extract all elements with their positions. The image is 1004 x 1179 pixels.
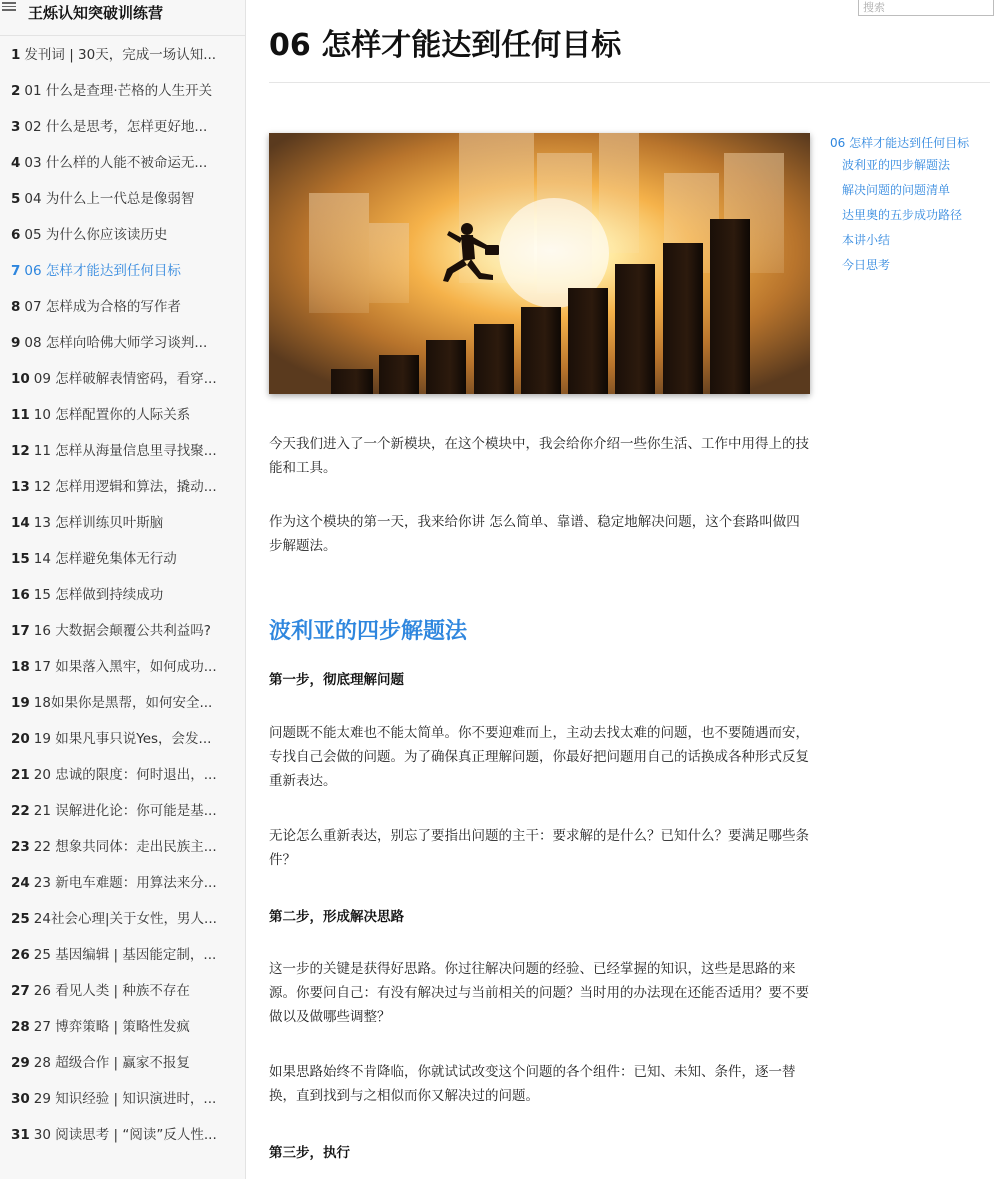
sidebar-item[interactable] (0, 907, 231, 943)
sidebar-item-number: 3 (11, 119, 21, 135)
sidebar-item-label: 12 怎样用逻辑和算法，撬动... (33, 479, 217, 495)
chapter-list (0, 43, 245, 1159)
step-heading: 第三步，执行 (269, 1145, 350, 1161)
sidebar-item-number: 23 (11, 839, 30, 855)
menu-icon[interactable] (2, 0, 16, 14)
sidebar-item-number: 30 (11, 1091, 30, 1107)
sidebar-item[interactable] (0, 547, 231, 583)
sidebar-item[interactable] (0, 727, 231, 763)
sidebar-item-number: 18 (11, 659, 30, 675)
toc-item[interactable]: 波利亚的四步解题法 (842, 158, 951, 172)
paragraph: 如果思路始终不肯降临，你就试试改变这个问题的各个组件：已知、未知、条件，逐一替换，直到找到与之相似而你又解决过的问题。 (269, 1064, 796, 1104)
sidebar-item[interactable] (0, 691, 231, 727)
step-heading: 第二步，形成解决思路 (269, 909, 404, 925)
sidebar-item-label: 24社会心理|关于女性，男人... (33, 911, 217, 927)
sidebar-item[interactable] (0, 1051, 231, 1087)
sidebar-item[interactable] (0, 79, 231, 115)
toc-item[interactable]: 达里奥的五步成功路径 (842, 208, 963, 222)
hero-illustration (269, 133, 810, 394)
paragraph: 这一步的关键是获得好思路。你过往解决问题的经验、已经掌握的知识，这些是思路的来源。你要问自己：有没有解决过与当前相关的问题？当时用的办法现在还能否适用？要不要做以及做哪些调整？ (269, 961, 809, 1025)
sidebar-item[interactable] (0, 583, 231, 619)
sidebar-item-label: 07 怎样成为合格的写作者 (24, 299, 181, 315)
sidebar-item-label: 22 想象共同体：走出民族主... (33, 839, 217, 855)
sidebar-item-label: 06 怎样才能达到任何目标 (24, 263, 181, 279)
sidebar-item[interactable] (0, 619, 231, 655)
sidebar-item-number: 20 (11, 731, 30, 747)
sidebar-item-number: 17 (11, 623, 30, 639)
sidebar-item-number: 27 (11, 983, 30, 999)
sidebar-item-number: 11 (11, 407, 30, 423)
sidebar-item-number: 14 (11, 515, 30, 531)
sidebar-item-label: 发刊词 | 30天，完成一场认知... (24, 47, 217, 63)
sidebar-item-label: 01 什么是查理·芒格的人生开关 (24, 83, 213, 99)
sidebar-item[interactable] (0, 511, 231, 547)
search-input[interactable] (858, 0, 994, 16)
sidebar-item-label: 19 如果凡事只说Yes，会发... (33, 731, 212, 747)
sidebar-item-label: 09 怎样破解表情密码，看穿... (33, 371, 217, 387)
sidebar-item[interactable] (0, 295, 231, 331)
toc-item[interactable]: 本讲小结 (842, 233, 891, 247)
toc-item[interactable]: 解决问题的问题清单 (842, 183, 951, 197)
sidebar-item-number: 12 (11, 443, 30, 459)
sidebar-item[interactable] (0, 943, 231, 979)
sidebar-item[interactable] (0, 799, 231, 835)
toc-item[interactable]: 今日思考 (842, 258, 891, 272)
sidebar-item-label: 26 看见人类 | 种族不存在 (33, 983, 190, 999)
sidebar-item-label: 30 阅读思考 | “阅读”反人性... (33, 1127, 217, 1143)
sidebar-item[interactable] (0, 331, 231, 367)
paragraph: 问题既不能太难也不能太简单。你不要迎难而上，主动去找太难的问题，也不要随遇而安，专找自己会做的问题。为了确保真正理解问题，你最好把问题用自己的话换成各种形式反复重新表达。 (269, 725, 809, 789)
sidebar-item-label: 18如果你是黑帮，如何安全... (33, 695, 213, 711)
sidebar-item[interactable] (0, 115, 231, 151)
sidebar-item-number: 7 (11, 263, 21, 279)
sidebar-item-number: 6 (11, 227, 21, 243)
sidebar-item-label: 04 为什么上一代总是像弱智 (24, 191, 195, 207)
sidebar-item-number: 22 (11, 803, 30, 819)
sidebar-item-number: 2 (11, 83, 21, 99)
sidebar-item-label: 16 大数据会颠覆公共利益吗? (33, 623, 211, 639)
paragraph: 无论怎么重新表达，别忘了要指出问题的主干：要求解的是什么？已知什么？要满足哪些条件？ (269, 828, 809, 868)
sidebar-item-label: 08 怎样向哈佛大师学习谈判... (24, 335, 208, 351)
sidebar-item-number: 9 (11, 335, 21, 351)
sidebar-item-label: 21 误解进化论：你可能是基... (33, 803, 217, 819)
sidebar-item[interactable] (0, 1087, 231, 1123)
sidebar-item[interactable] (0, 655, 231, 691)
sidebar-item-number: 13 (11, 479, 30, 495)
sidebar-item-number: 26 (11, 947, 30, 963)
book-title[interactable]: 王烁认知突破训练营 (28, 4, 164, 22)
sidebar-item-label: 23 新电车难题：用算法来分... (33, 875, 217, 891)
sidebar-item-number: 5 (11, 191, 21, 207)
sidebar-item[interactable] (0, 259, 231, 295)
sidebar-item-label: 10 怎样配置你的人际关系 (33, 407, 191, 423)
sidebar-item[interactable] (0, 403, 231, 439)
sidebar-item[interactable] (0, 151, 231, 187)
sidebar-item-label: 03 什么样的人能不被命运无... (24, 155, 208, 171)
sidebar-item-label: 20 忠诚的限度：何时退出，... (33, 767, 217, 783)
sidebar-item-number: 19 (11, 695, 30, 711)
toc-item-title[interactable]: 06 怎样才能达到任何目标 (830, 136, 970, 150)
sidebar (0, 0, 246, 1179)
table-of-contents (830, 133, 1000, 278)
sidebar-item[interactable] (0, 979, 231, 1015)
sidebar-item-number: 25 (11, 911, 30, 927)
sidebar-item-number: 4 (11, 155, 21, 171)
sidebar-item-label: 29 知识经验 | 知识演进时，... (33, 1091, 217, 1107)
sidebar-item[interactable] (0, 187, 231, 223)
sidebar-item-number: 8 (11, 299, 21, 315)
sidebar-item[interactable] (0, 43, 231, 79)
sidebar-item-label: 17 如果落入黑牢，如何成功... (33, 659, 217, 675)
sidebar-item-number: 15 (11, 551, 30, 567)
sidebar-item-label: 14 怎样避免集体无行动 (33, 551, 177, 567)
paragraph: 作为这个模块的第一天，我来给你讲 怎么简单、靠谱、稳定地解决问题，这个套路叫做四步解题法。 (269, 514, 800, 554)
sidebar-item[interactable] (0, 223, 231, 259)
sidebar-item-label: 05 为什么你应该读历史 (24, 227, 168, 243)
sidebar-item-label: 25 基因编辑 | 基因能定制，... (33, 947, 217, 963)
sidebar-item[interactable] (0, 1015, 231, 1051)
sidebar-item-label: 28 超级合作 | 赢家不报复 (33, 1055, 190, 1071)
sidebar-item-number: 1 (11, 47, 21, 63)
sidebar-item-label: 13 怎样训练贝叶斯脑 (33, 515, 164, 531)
sidebar-item[interactable] (0, 763, 231, 799)
sidebar-item-number: 10 (11, 371, 30, 387)
sidebar-item-number: 28 (11, 1019, 30, 1035)
sidebar-item[interactable] (0, 835, 231, 871)
step-heading: 第一步，彻底理解问题 (269, 672, 404, 688)
sidebar-item[interactable] (0, 1123, 231, 1159)
sidebar-item-label: 11 怎样从海量信息里寻找聚... (33, 443, 217, 459)
sidebar-item-number: 29 (11, 1055, 30, 1071)
sidebar-item-number: 21 (11, 767, 30, 783)
sidebar-item[interactable] (0, 439, 231, 475)
page-title: 06 怎样才能达到任何目标 (269, 28, 622, 63)
sidebar-item-number: 31 (11, 1127, 30, 1143)
sidebar-item-number: 24 (11, 875, 30, 891)
sidebar-item-label: 02 什么是思考，怎样更好地... (24, 119, 208, 135)
sidebar-item[interactable] (0, 367, 231, 403)
sidebar-item-label: 15 怎样做到持续成功 (33, 587, 164, 603)
paragraph: 今天我们进入了一个新模块，在这个模块中，我会给你介绍一些你生活、工作中用得上的技能和工具。 (269, 436, 809, 476)
sidebar-item-label: 27 博弈策略 | 策略性发疯 (33, 1019, 190, 1035)
sidebar-divider (0, 35, 245, 36)
section-heading: 波利亚的四步解题法 (269, 619, 468, 644)
hero-image (269, 133, 810, 394)
title-divider (269, 82, 990, 83)
sidebar-item[interactable] (0, 475, 231, 511)
sidebar-item[interactable] (0, 871, 231, 907)
sidebar-item-number: 16 (11, 587, 30, 603)
